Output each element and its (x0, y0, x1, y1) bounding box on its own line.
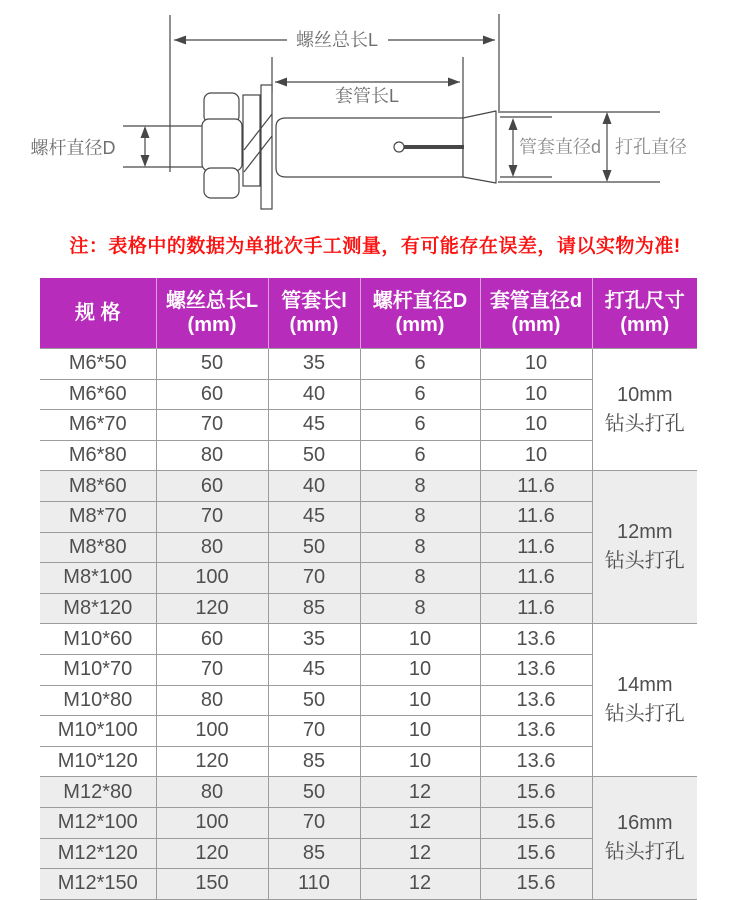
value-cell: 15.6 (480, 777, 592, 808)
spec-cell: M6*50 (40, 349, 156, 380)
measurement-note: 注：表格中的数据为单批次手工测量，有可能存在误差，请以实物为准! (69, 236, 681, 257)
col-header-rod-diameter: 螺杆直径D (mm) (360, 278, 480, 349)
value-cell: 8 (360, 563, 480, 594)
col-header-spec: 规 格 (40, 278, 156, 349)
col-header-sleeve-diameter: 套管直径d (mm) (480, 278, 592, 349)
value-cell: 120 (156, 746, 268, 777)
table-row (40, 471, 697, 502)
label-sleeve-diameter: 管套直径d (518, 137, 602, 157)
value-cell: 110 (268, 869, 360, 900)
drill-size-label: 钻头打孔 (604, 550, 685, 573)
value-cell: 11.6 (480, 593, 592, 624)
value-cell: 11.6 (480, 501, 592, 532)
flange-washer (261, 85, 272, 209)
value-cell: 10 (480, 349, 592, 380)
value-cell: 80 (156, 777, 268, 808)
spec-cell: M10*80 (40, 685, 156, 716)
value-cell: 45 (268, 501, 360, 532)
value-cell: 40 (268, 379, 360, 410)
drill-size-cell (592, 777, 697, 899)
value-cell: 10 (360, 654, 480, 685)
value-cell: 50 (268, 685, 360, 716)
value-cell: 70 (156, 654, 268, 685)
drill-size-cell (592, 471, 697, 624)
value-cell: 13.6 (480, 685, 592, 716)
spec-cell: M10*70 (40, 654, 156, 685)
value-cell: 120 (156, 593, 268, 624)
drill-size-value: 10mm (616, 383, 673, 406)
value-cell: 10 (360, 685, 480, 716)
value-cell: 13.6 (480, 624, 592, 655)
drill-size-value: 14mm (616, 674, 673, 697)
value-cell: 6 (360, 379, 480, 410)
value-cell: 80 (156, 440, 268, 471)
value-cell: 150 (156, 869, 268, 900)
value-cell: 70 (268, 563, 360, 594)
spec-table-body (40, 349, 697, 900)
spec-cell: M10*120 (40, 746, 156, 777)
spec-table (40, 278, 697, 900)
value-cell: 8 (360, 593, 480, 624)
spec-cell: M12*80 (40, 777, 156, 808)
value-cell: 11.6 (480, 563, 592, 594)
table-row (40, 349, 697, 380)
value-cell: 15.6 (480, 838, 592, 869)
drill-size-label: 钻头打孔 (604, 703, 685, 726)
value-cell: 11.6 (480, 471, 592, 502)
spec-cell: M8*80 (40, 532, 156, 563)
value-cell: 10 (360, 746, 480, 777)
value-cell: 10 (480, 410, 592, 441)
value-cell: 120 (156, 838, 268, 869)
value-cell: 85 (268, 746, 360, 777)
value-cell: 6 (360, 410, 480, 441)
value-cell: 70 (268, 716, 360, 747)
value-cell: 12 (360, 869, 480, 900)
value-cell: 100 (156, 563, 268, 594)
value-cell: 80 (156, 532, 268, 563)
label-rod-diameter: 螺杆直径D (30, 138, 116, 158)
col-header-sleeve-length: 管套长l (mm) (268, 278, 360, 349)
expansion-bolt-drawing (0, 0, 750, 232)
value-cell: 85 (268, 838, 360, 869)
value-cell: 40 (268, 471, 360, 502)
spec-cell: M6*80 (40, 440, 156, 471)
value-cell: 70 (268, 807, 360, 838)
value-cell: 13.6 (480, 654, 592, 685)
spec-cell: M12*120 (40, 838, 156, 869)
drill-size-value: 16mm (616, 812, 673, 834)
value-cell: 6 (360, 349, 480, 380)
value-cell: 10 (360, 716, 480, 747)
spec-cell: M12*150 (40, 869, 156, 900)
value-cell: 8 (360, 471, 480, 502)
value-cell: 12 (360, 777, 480, 808)
value-cell: 10 (480, 379, 592, 410)
value-cell: 35 (268, 624, 360, 655)
drill-size-label: 钻头打孔 (604, 841, 685, 863)
value-cell: 12 (360, 838, 480, 869)
value-cell: 45 (268, 654, 360, 685)
value-cell: 10 (360, 624, 480, 655)
value-cell: 35 (268, 349, 360, 380)
value-cell: 12 (360, 807, 480, 838)
value-cell: 70 (156, 501, 268, 532)
pin-head (394, 142, 404, 152)
value-cell: 100 (156, 716, 268, 747)
expansion-cone (463, 111, 496, 183)
value-cell: 100 (156, 807, 268, 838)
spec-cell: M8*120 (40, 593, 156, 624)
value-cell: 45 (268, 410, 360, 441)
drill-size-label: 钻头打孔 (604, 412, 685, 435)
spec-cell: M6*60 (40, 379, 156, 410)
value-cell: 50 (268, 440, 360, 471)
value-cell: 50 (268, 532, 360, 563)
value-cell: 85 (268, 593, 360, 624)
spec-cell: M8*100 (40, 563, 156, 594)
spec-table-header (40, 278, 697, 349)
table-row (40, 624, 697, 655)
value-cell: 8 (360, 532, 480, 563)
spec-cell: M12*100 (40, 807, 156, 838)
drill-size-value: 12mm (616, 521, 673, 544)
value-cell: 15.6 (480, 807, 592, 838)
value-cell: 60 (156, 379, 268, 410)
col-header-total-length: 螺丝总长L (mm) (156, 278, 268, 349)
spec-cell: M10*60 (40, 624, 156, 655)
table-row (40, 777, 697, 808)
col-header-drill-size: 打孔尺寸 (mm) (592, 278, 697, 349)
spec-cell: M6*70 (40, 410, 156, 441)
value-cell: 50 (268, 777, 360, 808)
label-total-screw-length: 螺丝总长L (295, 30, 379, 50)
value-cell: 11.6 (480, 532, 592, 563)
value-cell: 10 (480, 440, 592, 471)
drill-size-cell (592, 349, 697, 471)
value-cell: 8 (360, 501, 480, 532)
value-cell: 60 (156, 624, 268, 655)
value-cell: 15.6 (480, 869, 592, 900)
spec-cell: M8*60 (40, 471, 156, 502)
value-cell: 70 (156, 410, 268, 441)
label-sleeve-length: 套管长L (334, 86, 400, 106)
drill-size-cell (592, 624, 697, 777)
label-hole-diameter: 打孔直径 (615, 137, 687, 157)
spec-cell: M8*70 (40, 501, 156, 532)
spec-cell: M10*100 (40, 716, 156, 747)
bolt-dimension-diagram (0, 0, 750, 232)
value-cell: 60 (156, 471, 268, 502)
value-cell: 13.6 (480, 746, 592, 777)
value-cell: 6 (360, 440, 480, 471)
value-cell: 50 (156, 349, 268, 380)
value-cell: 80 (156, 685, 268, 716)
value-cell: 13.6 (480, 716, 592, 747)
